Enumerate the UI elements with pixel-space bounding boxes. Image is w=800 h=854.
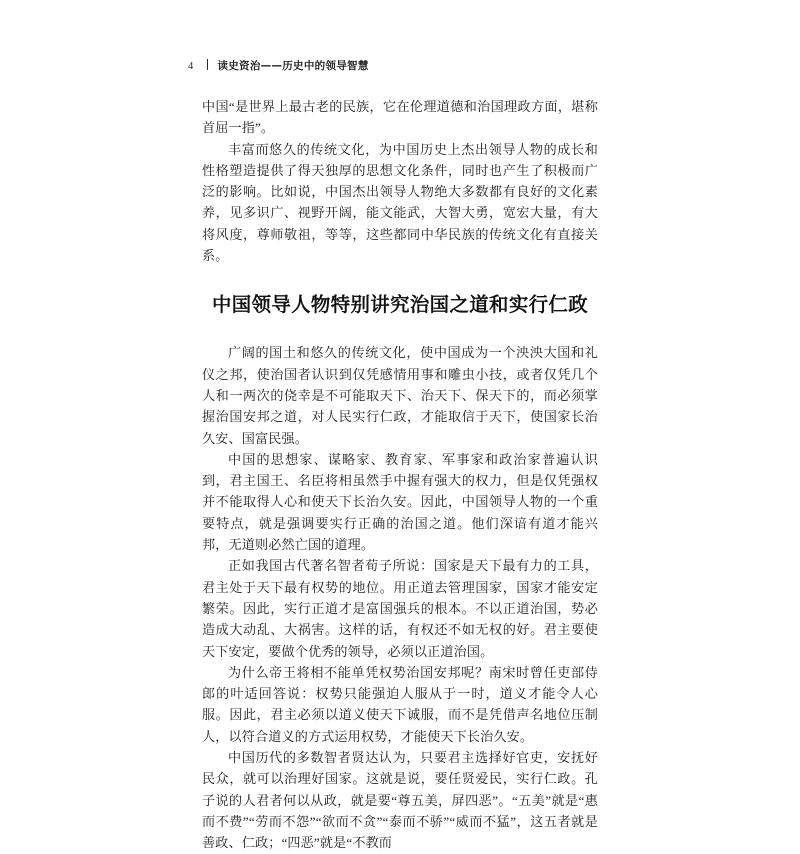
paragraph-section-2: 中国的思想家、谋略家、教育家、军事家和政治家普遍认识到，君主国王、名臣将相虽然手中握有强大的权力，但是仅凭强权并不能取得人心和使天下长治久安。因此，中国领导人物的一个重要特点，就是强调要实行正确的治国之道。他们深谙有道才能兴邦，无道则必然亡国的道理。 — [202, 451, 598, 553]
paragraph-section-3: 正如我国古代著名智者荀子所说：国家是天下最有力的工具，君主处于天下最有权势的地位。用正道去管理国家，国家才能安定繁荣。因此，实行正道才是富国强兵的根本。不以正道治国，势必造成大动乱、大祸害。这样的话，有权还不如无权的好。君主要使天下安定，要做个优秀的领导，必须以正道治国。 — [202, 558, 598, 659]
running-head — [188, 58, 369, 73]
spacer-after-heading — [202, 318, 598, 342]
text-column — [202, 96, 598, 854]
book-title: 读史资治——历史中的领导智慧 — [217, 60, 369, 72]
spacer-before-heading — [202, 266, 598, 292]
paragraph-section-4: 为什么帝王将相不能单凭权势治国安邦呢？南宋时曾任吏部侍郎的叶适回答说：权势只能强迫人服从于一时，道义才能令人心服。因此，君主必须以道义使天下诚服，而不是凭借声名地位压制人，以符合道义的方式运用权势，才能使天下长治久安。 — [202, 664, 598, 744]
running-head-divider — [207, 59, 208, 70]
section-heading: 中国领导人物特别讲究治国之道和实行仁政 — [211, 293, 589, 317]
page-number: 4 — [188, 61, 194, 72]
paragraph-section-5: 中国历代的多数智者贤达认为，只要君主选择好官吏，安抚好民众，就可以治理好国家。这就是说，要任贤爱民，实行仁政。孔子说的人君者何以从政，就是要“尊五美，屏四恶”。“五美”就是“惠而不费”“劳而不怨”“欲而不贪”“泰而不骄”“威而不猛”，这五者就是善政、仁政；“四恶”就是“不教而 — [202, 750, 598, 851]
paragraph-intro-1: 中国“是世界上最古老的民族，它在伦理道德和治国理政方面，堪称首屈一指”。 — [202, 99, 598, 136]
paragraph-intro-2: 丰富而悠久的传统文化，为中国历史上杰出领导人物的成长和性格塑造提供了得天独厚的思想文化条件，同时也产生了积极而广泛的影响。比如说，中国杰出领导人物绝大多数都有良好的文化素养，见多识广、视野开阔，能文能武，大智大勇，宽宏大量，有大将风度，尊师敬祖，等等，这些都同中华民族的传统文化有直接关系。 — [202, 141, 598, 264]
paragraph-section-1: 广阔的国土和悠久的传统文化，使中国成为一个泱泱大国和礼仪之邦，使治国者认识到仅凭感情用事和雕虫小技，或者仅凭几个人和一两次的侥幸是不可能取天下、治天下、保天下的，而必须掌握治国安邦之道，对人民实行仁政，才能取信于天下，使国家长治久安、国富民强。 — [202, 345, 598, 446]
